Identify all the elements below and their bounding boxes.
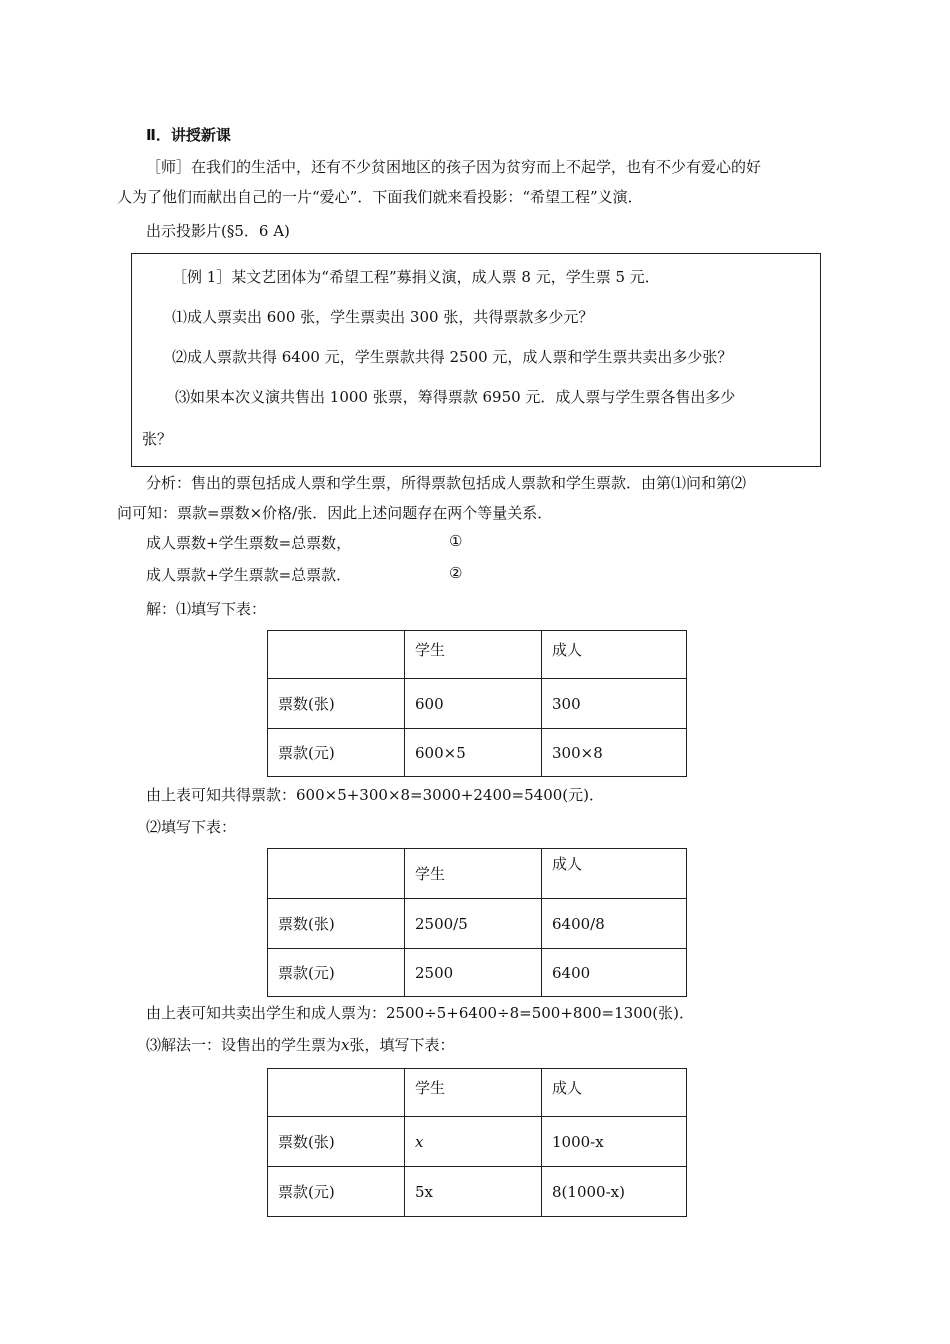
table-row: [268, 949, 687, 997]
section-heading: Ⅱ．讲授新课: [146, 126, 231, 144]
table-row: [268, 1069, 687, 1117]
part-3-label-suffix: 张，填写下表：: [349, 1036, 455, 1054]
table-row: [268, 1167, 687, 1217]
table-cell: 8(1000-x): [542, 1167, 687, 1217]
table-cell: 600×5: [405, 729, 542, 777]
relation-2: 成人票款+学生票款=总票款．: [146, 566, 352, 584]
part-3-label-prefix: ⑶解法一：设售出的学生票为: [146, 1036, 342, 1054]
table-cell: 2500: [405, 949, 542, 997]
table-cell: 300×8: [542, 729, 687, 777]
table-cell: 票数(张): [268, 899, 405, 949]
relation-2-marker: ②: [449, 564, 463, 582]
table-cell: [268, 849, 405, 899]
table-cell: 票款(元): [268, 1167, 405, 1217]
part-3-label: [146, 1034, 455, 1055]
table-row: [268, 1117, 687, 1167]
example-question-3-line-1: ⑶如果本次义演共售出 1000 张票，筹得票款 6950 元．成人票与学生票各售出多少: [175, 388, 736, 406]
table-row: [268, 849, 687, 899]
table-cell: 成人: [542, 849, 687, 899]
example-box: [131, 253, 821, 467]
result-1: 由上表可知共得票款：600×5+300×8=3000+2400=5400(元)．: [146, 786, 604, 804]
table-2: [267, 848, 687, 997]
table-cell: 票款(元): [268, 729, 405, 777]
part-2-label: ⑵填写下表：: [146, 818, 237, 836]
table-cell: 票数(张): [268, 1117, 405, 1167]
table-cell: 票款(元): [268, 949, 405, 997]
table-cell: 成人: [542, 631, 687, 679]
solution-label: 解：⑴填写下表：: [146, 600, 267, 618]
table-3: [267, 1068, 687, 1217]
table-row: [268, 729, 687, 777]
example-question-3-line-2: 张？: [142, 430, 173, 448]
example-title: ［例 1］某文艺团体为“希望工程”募捐义演，成人票 8 元，学生票 5 元．: [172, 268, 660, 286]
part-3-label-var: x: [341, 1036, 350, 1054]
example-question-1: ⑴成人票卖出 600 张，学生票卖出 300 张，共得票款多少元？: [172, 308, 594, 326]
table-cell: 学生: [405, 1069, 542, 1117]
table-cell: 6400: [542, 949, 687, 997]
relation-1: 成人票数+学生票数=总票数，: [146, 534, 352, 552]
intro-line-2: 人为了他们而献出自己的一片“爱心”．下面我们就来看投影：“希望工程”义演．: [117, 188, 643, 206]
intro-line-1: ［师］在我们的生活中，还有不少贫困地区的孩子因为贫穷而上不起学，也有不少有爱心的好: [146, 158, 762, 176]
analysis-line-2: 问可知：票款=票数×价格/张．因此上述问题存在两个等量关系．: [117, 504, 553, 522]
table-row: [268, 899, 687, 949]
table-cell: 票数(张): [268, 679, 405, 729]
table-cell: 300: [542, 679, 687, 729]
analysis-line-1: 分析：售出的票包括成人票和学生票，所得票款包括成人票款和学生票款．由第⑴问和第⑵: [146, 474, 747, 492]
table-cell: 600: [405, 679, 542, 729]
table-cell: 成人: [542, 1069, 687, 1117]
table-cell: [268, 1069, 405, 1117]
example-question-2: ⑵成人票款共得 6400 元，学生票款共得 2500 元，成人票和学生票共卖出多少张？: [172, 348, 733, 366]
result-2: 由上表可知共卖出学生和成人票为：2500÷5+6400÷8=500+800=1300(张)．: [146, 1004, 694, 1022]
table-cell: 1000-x: [542, 1117, 687, 1167]
table-cell: 学生: [405, 849, 542, 899]
table-cell: 2500/5: [405, 899, 542, 949]
table-row: [268, 679, 687, 729]
relation-1-marker: ①: [449, 532, 463, 550]
table-row: [268, 631, 687, 679]
projection-label: 出示投影片(§5．6 A): [146, 222, 290, 240]
table-1: [267, 630, 687, 777]
table-cell: 学生: [405, 631, 542, 679]
table-cell: 5x: [405, 1167, 542, 1217]
table-cell: x: [405, 1117, 542, 1167]
table-cell: [268, 631, 405, 679]
table-cell: 6400/8: [542, 899, 687, 949]
